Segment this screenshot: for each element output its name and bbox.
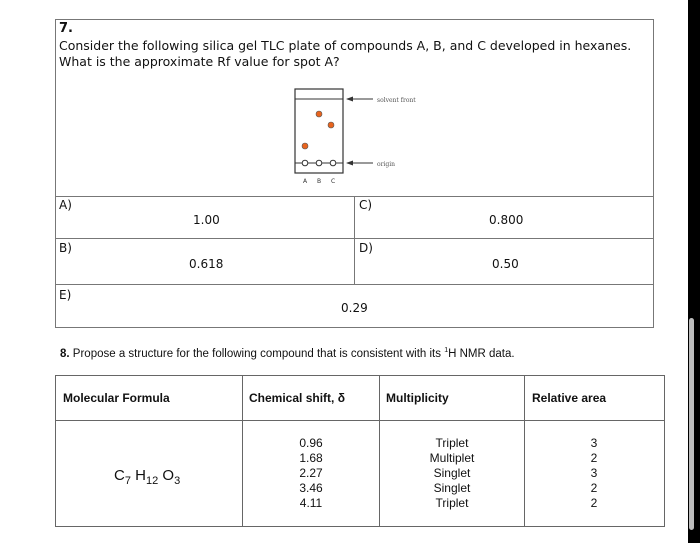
- area-value: 2: [590, 481, 598, 495]
- multiplicity-value: Triplet: [435, 436, 469, 450]
- nmr-superscript: 1: [444, 347, 449, 354]
- answer-row-2: [56, 238, 653, 285]
- option-d-value[interactable]: 0.50: [492, 257, 519, 271]
- shift-value: 2.27: [299, 466, 323, 480]
- solvent-front-label: solvent front: [377, 97, 416, 104]
- answer-row-1: [56, 196, 653, 239]
- area-value: 2: [590, 496, 598, 510]
- option-a-value[interactable]: 1.00: [193, 213, 220, 227]
- nmr-data-table: [55, 375, 665, 527]
- question-7-header: [56, 20, 653, 197]
- option-a-label[interactable]: A): [59, 198, 72, 212]
- origin-spot-c: [330, 160, 336, 166]
- origin-arrow: [346, 161, 353, 166]
- header-molecular-formula: Molecular Formula: [63, 391, 170, 405]
- lane-label-a: A: [303, 178, 308, 185]
- question-8-number: 8.: [60, 347, 70, 360]
- header-relative-area: Relative area: [532, 391, 607, 405]
- chemical-shift-list: [296, 436, 326, 511]
- shift-value: 0.96: [299, 436, 323, 450]
- question-text: Consider the following silica gel TLC plate of compounds A, B, and C developed in hexanes. What is the approximate Rf value for spot A?: [59, 38, 632, 69]
- question-number: 7.: [59, 21, 73, 36]
- option-d-label[interactable]: D): [359, 241, 373, 255]
- area-value: 3: [590, 466, 598, 480]
- origin-label: origin: [377, 161, 396, 168]
- option-b-label[interactable]: B): [59, 241, 72, 255]
- area-value: 2: [590, 451, 598, 465]
- header-chemical-shift: Chemical shift, δ: [249, 391, 345, 405]
- area-value: 3: [590, 436, 598, 450]
- question-8-text-before: Propose a structure for the following compound that is consistent with its: [72, 347, 445, 360]
- lane-label-b: B: [317, 178, 322, 185]
- vertical-scrollbar[interactable]: [689, 318, 694, 530]
- origin-spot-b: [316, 160, 322, 166]
- question-8-text-after: H NMR data.: [448, 347, 515, 360]
- option-b-value[interactable]: 0.618: [189, 257, 224, 271]
- option-e-value[interactable]: 0.29: [341, 301, 368, 315]
- origin-spot-a: [302, 160, 308, 166]
- option-e-label[interactable]: E): [59, 288, 72, 302]
- molecular-formula: $C_7$ $H_{12}$ $O_3$: [114, 467, 181, 487]
- shift-value: 4.11: [299, 496, 323, 510]
- multiplicity-value: Singlet: [433, 466, 471, 480]
- tlc-plate-diagram: [291, 87, 481, 197]
- shift-value: 1.68: [299, 451, 323, 465]
- answer-row-3: [56, 284, 653, 328]
- multiplicity-value: Triplet: [435, 496, 469, 510]
- multiplicity-value: Singlet: [433, 481, 471, 495]
- header-multiplicity: Multiplicity: [386, 391, 449, 405]
- multiplicity-value: Multiplet: [429, 451, 475, 465]
- lane-label-c: C: [331, 178, 336, 185]
- multiplicity-list: [422, 436, 482, 511]
- spot-b: [316, 111, 322, 117]
- relative-area-list: [588, 436, 600, 511]
- option-c-value[interactable]: 0.800: [489, 213, 524, 227]
- solvent-front-arrow: [346, 97, 353, 102]
- question-8-text: [60, 347, 515, 360]
- option-c-label[interactable]: C): [359, 198, 373, 212]
- spot-a: [302, 143, 308, 149]
- spot-c: [328, 122, 334, 128]
- shift-value: 3.46: [299, 481, 323, 495]
- question-7-box: [55, 19, 654, 328]
